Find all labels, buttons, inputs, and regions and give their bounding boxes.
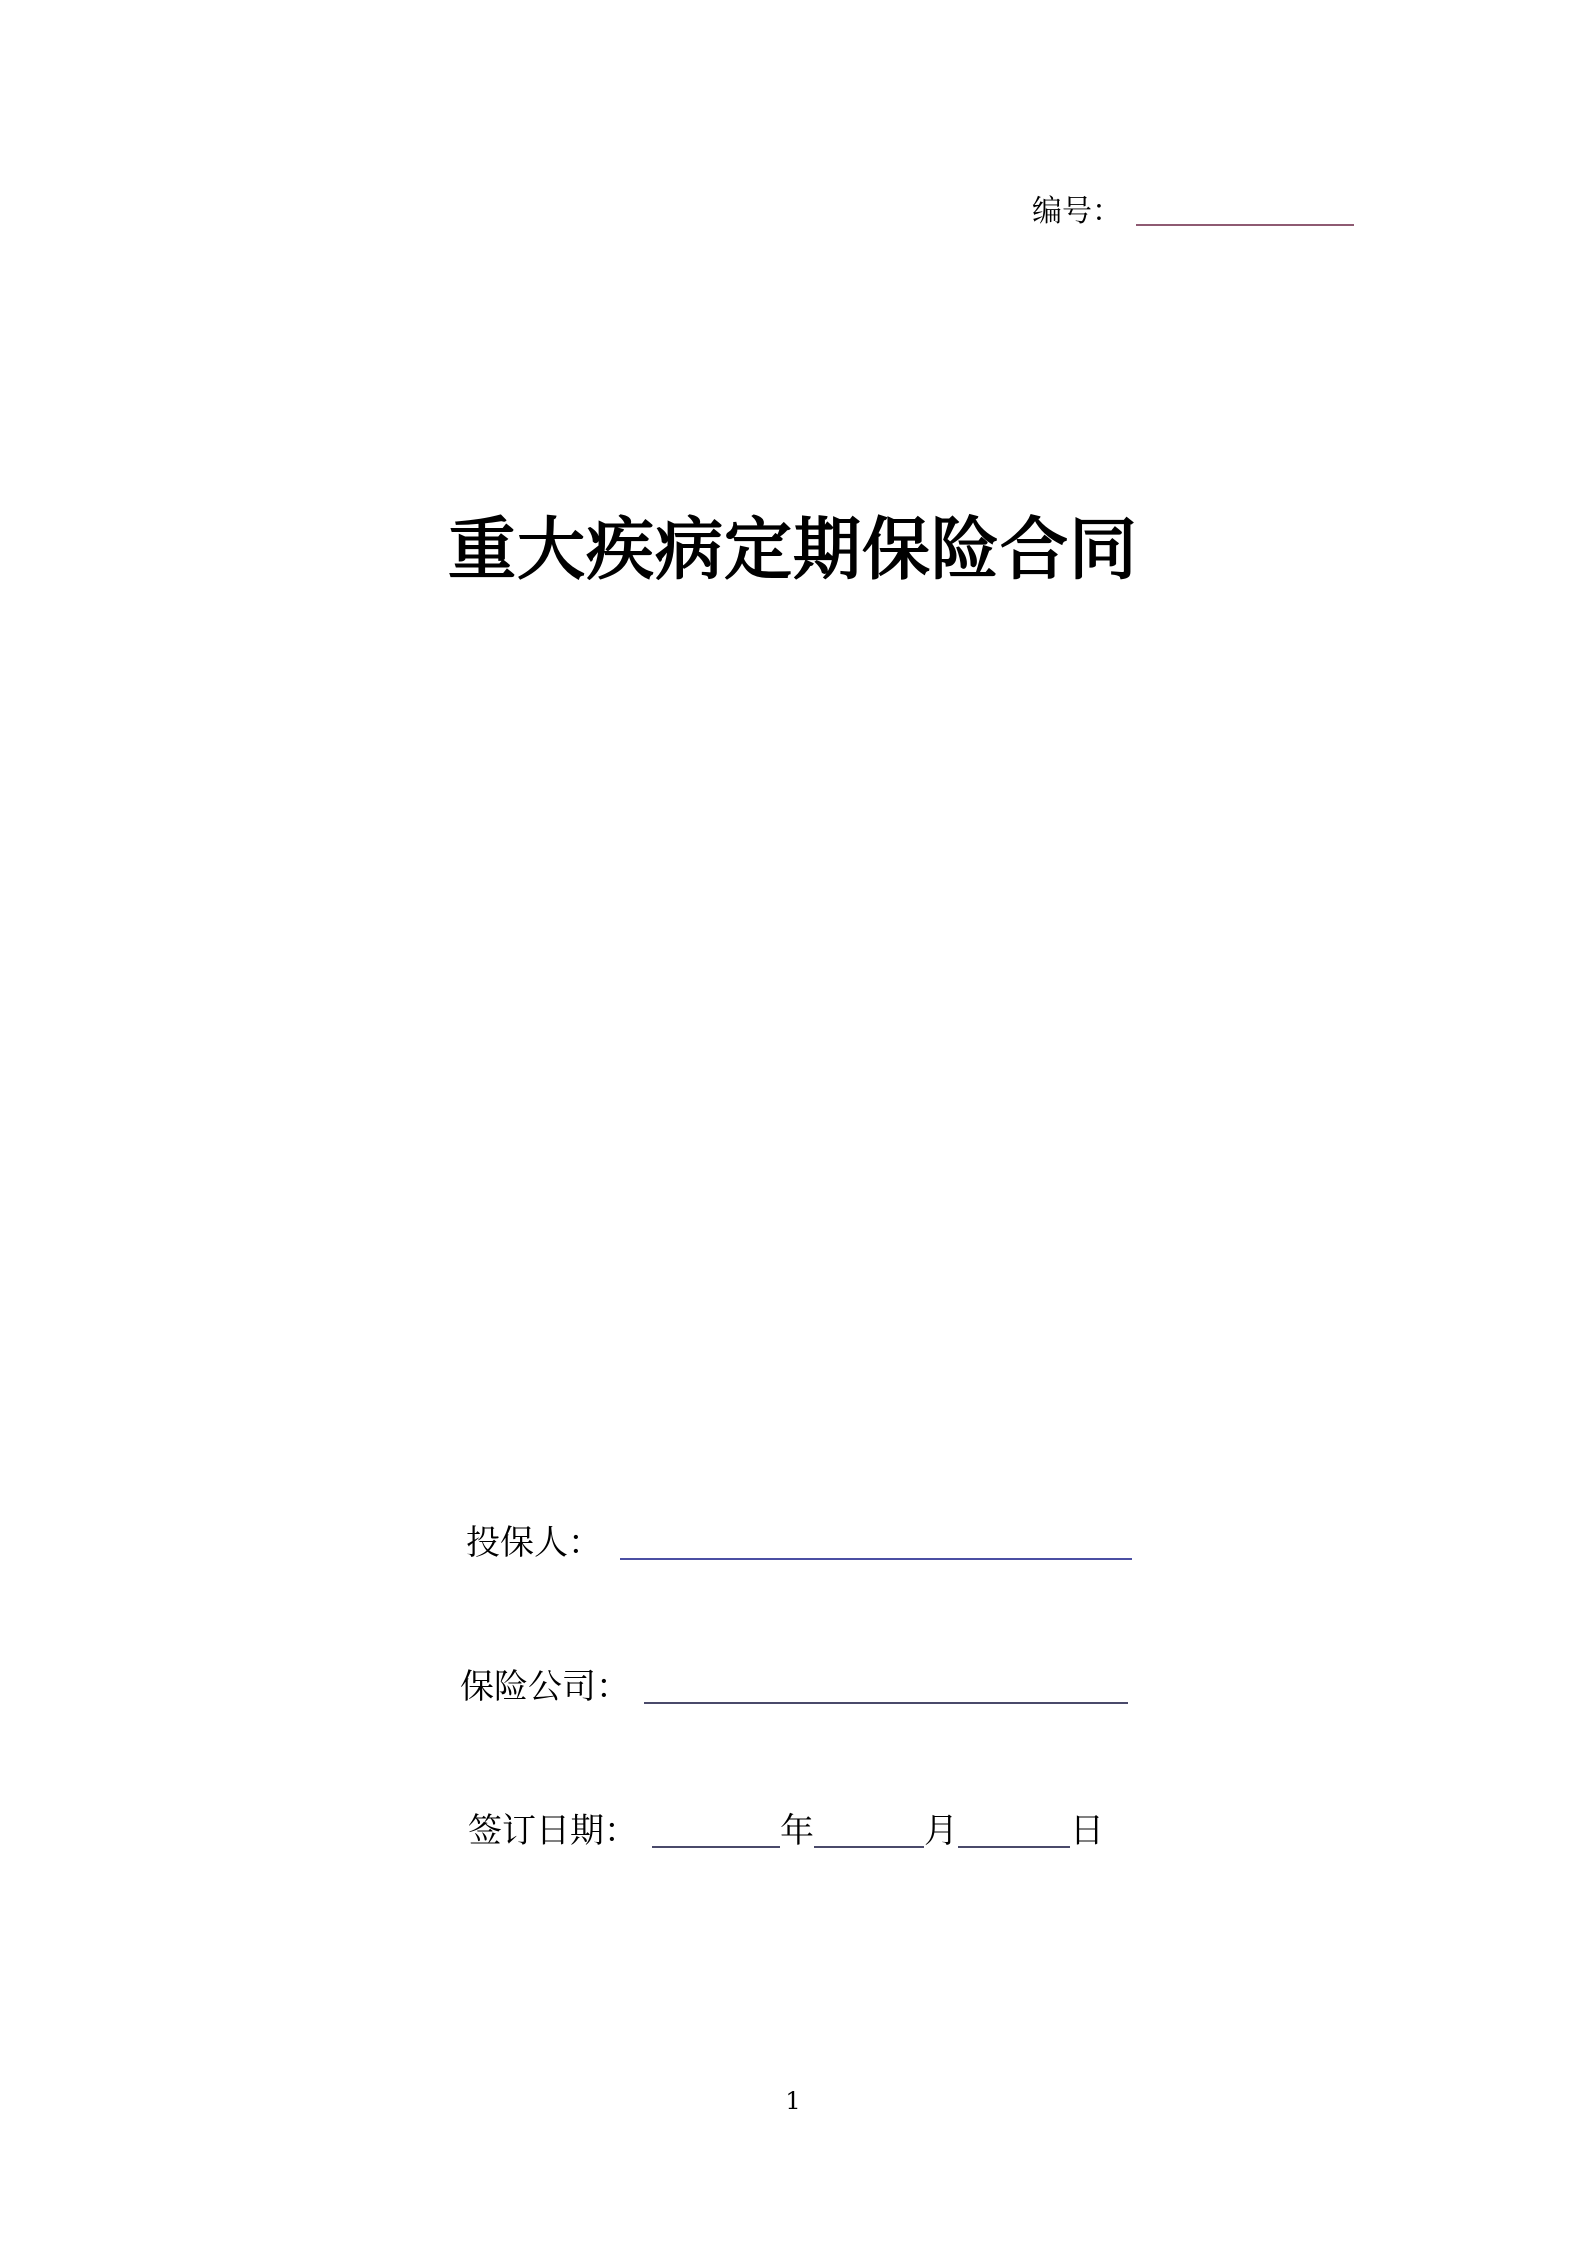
contract-number [1032,192,1354,232]
contract-number-label: 编号： [1032,194,1122,229]
year-label: 年 [780,1811,814,1851]
year-blank [652,1846,780,1848]
page-number: 1 [785,2087,801,2115]
sign-date-label: 签订日期： [468,1811,638,1851]
day-blank [958,1846,1070,1848]
month-blank [814,1846,924,1848]
applicant-field [466,1520,1132,1566]
document-title: 重大疾病定期保险合同 [447,510,1138,590]
sign-date-field [468,1808,1104,1854]
applicant-blank [620,1558,1132,1560]
applicant-label: 投保人： [466,1523,602,1563]
insurer-field [460,1664,1128,1710]
month-label: 月 [924,1811,958,1851]
contract-number-blank [1136,224,1354,226]
day-label: 日 [1070,1811,1104,1851]
insurer-label: 保险公司： [460,1667,630,1707]
insurer-blank [644,1702,1128,1704]
